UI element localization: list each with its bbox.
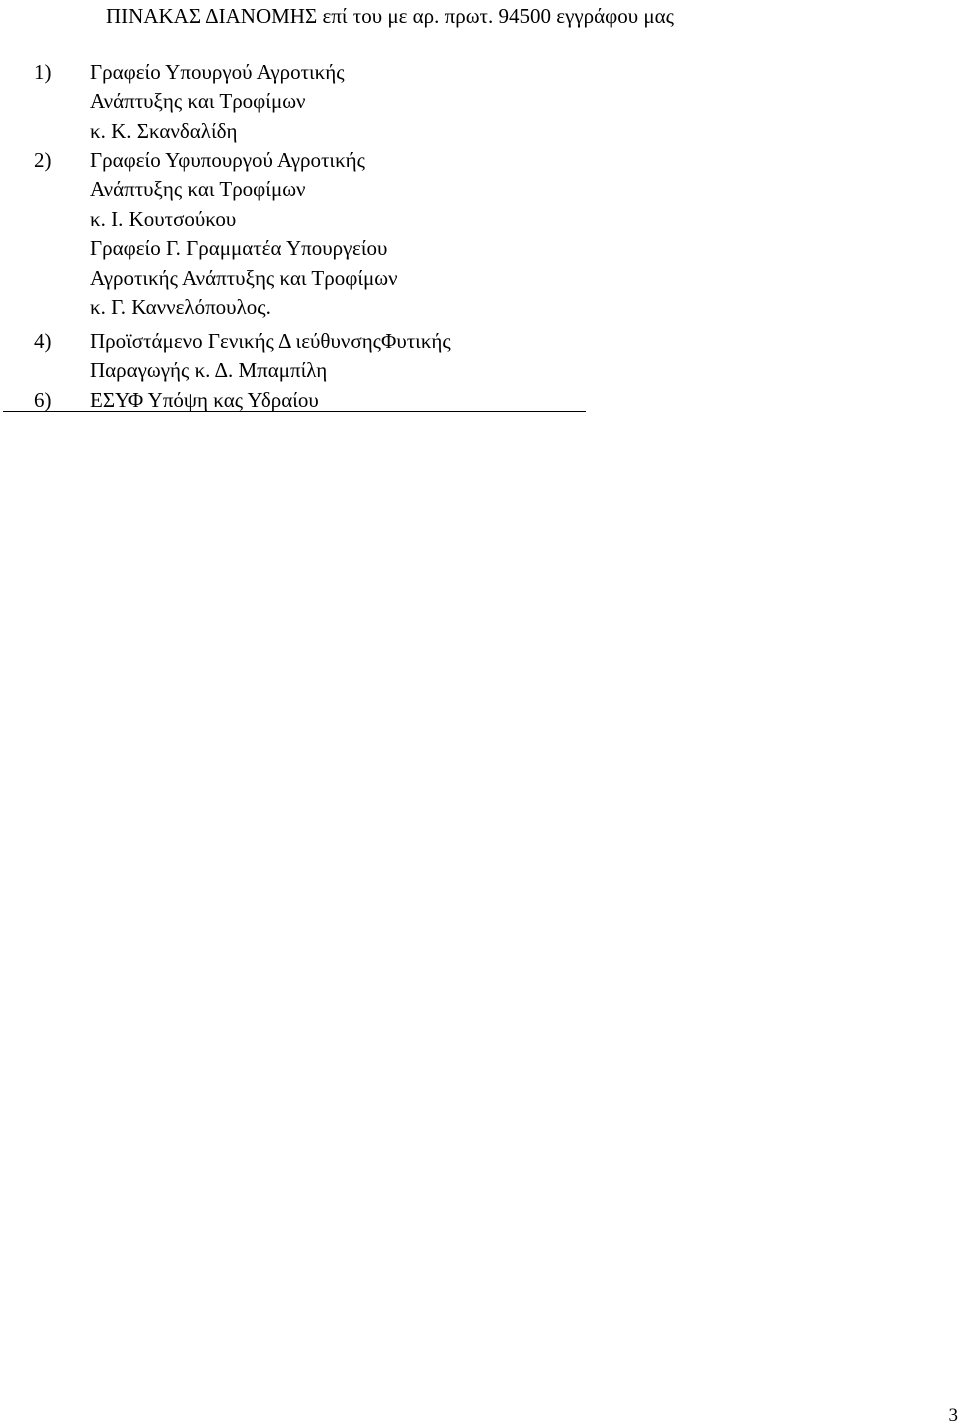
item-number: 4) — [34, 329, 52, 353]
item-line: Γραφείο Υφυπουργού Αγροτικής — [90, 148, 365, 172]
item-line: Προϊστάμενο Γενικής Δ ιεύθυνσηςΦυτικής — [90, 329, 451, 353]
item-line: ΕΣΥΦ Υπόψη κας Υδραίου — [90, 388, 319, 412]
list-item — [0, 58, 600, 146]
item-number: 2) — [34, 148, 52, 172]
item-line: Γραφείο Υπουργού Αγροτικής — [90, 60, 345, 84]
list-item — [0, 327, 600, 386]
page-title: ΠΙΝΑΚΑΣ ΔΙΑΝΟΜΗΣ επί του με αρ. πρωτ. 94500 εγγράφου μας — [106, 4, 674, 28]
item-line: Ανάπτυξης και Τροφίμων — [90, 89, 306, 114]
item-lines — [90, 327, 600, 386]
item-line: κ. Ι. Κουτσούκου — [90, 206, 237, 231]
divider-line — [3, 411, 586, 412]
item-number: 1) — [34, 60, 52, 84]
item-lines — [90, 58, 600, 146]
item-line: κ. Κ. Σκανδαλίδη — [90, 118, 238, 143]
item-line: Παραγωγής κ. Δ. Μπαμπίλη — [90, 358, 328, 383]
item-number: 6) — [34, 388, 52, 412]
item-line: κ. Γ. Καννελόπουλος. — [90, 294, 271, 319]
item-line: Γραφείο Γ. Γραμματέα Υπουργείου — [90, 236, 388, 261]
item-lines — [90, 146, 600, 322]
page-number: 3 — [948, 1405, 958, 1426]
list-item — [0, 146, 600, 322]
item-line: Ανάπτυξης και Τροφίμων — [90, 177, 306, 202]
item-line: Αγροτικής Ανάπτυξης και Τροφίμων — [90, 265, 398, 290]
